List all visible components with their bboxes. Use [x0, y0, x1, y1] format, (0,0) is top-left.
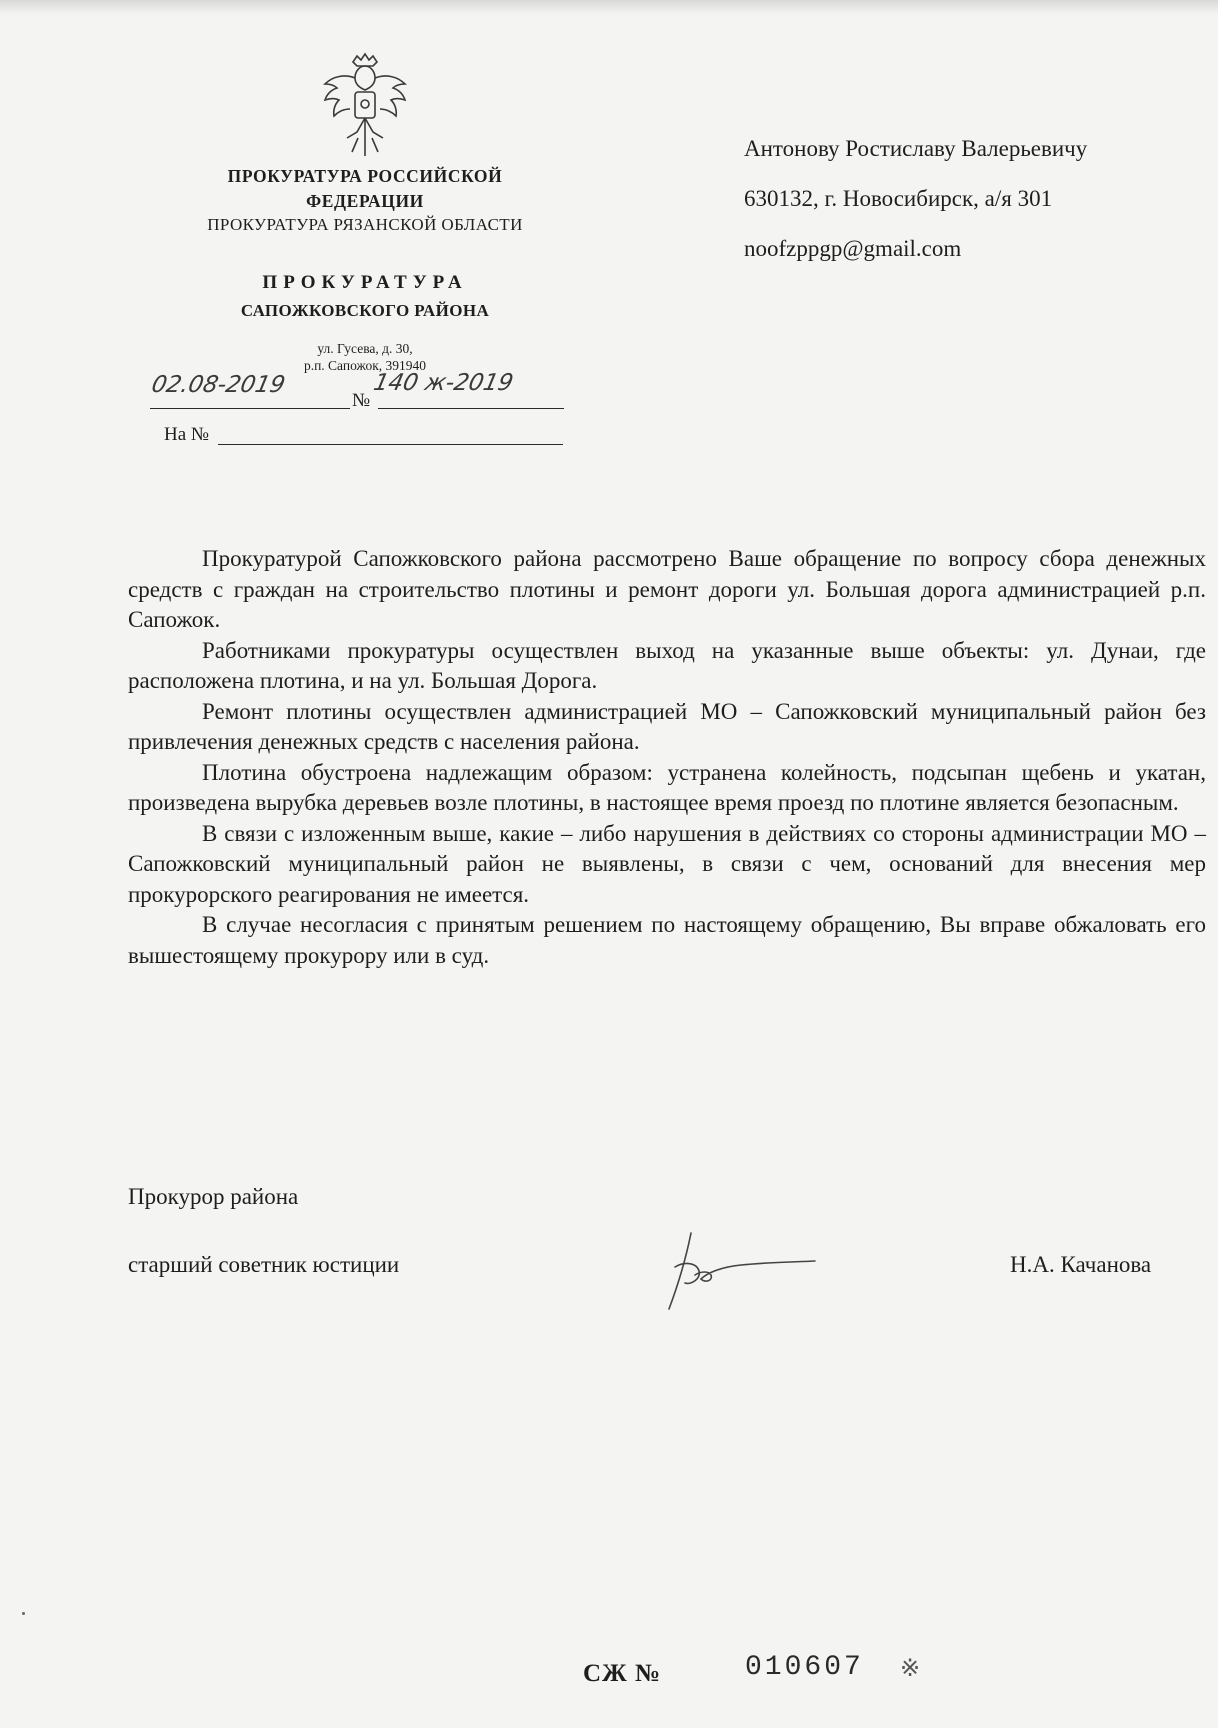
addressee-email: noofzppgp@gmail.com [744, 236, 962, 261]
scan-speck [22, 1612, 25, 1615]
letterhead-office-subtitle: САПОЖКОВСКОГО РАЙОНА [240, 301, 490, 320]
serial-label: СЖ № [583, 1660, 662, 1687]
handwritten-date: 02.08-2019 [149, 372, 288, 398]
body-paragraph: Работниками прокуратуры осуществлен выход на указанные выше объекты: ул. Дунаи, где расположена плотина, и на ул. Большая Дорога. [128, 637, 1206, 693]
body-paragraph: Плотина обустроена надлежащим образом: устранена колейность, подсыпан щебень и укатан, произведена вырубка деревьев возле плотины, в настоящее время проезд по плотине является безопасным. [128, 759, 1206, 815]
letterhead-city: р.п. Сапожок, 391940 [303, 358, 427, 373]
addressee-address: 630132, г. Новосибирск, а/я 301 [744, 186, 1053, 211]
signer-title: Прокурор района [128, 1184, 299, 1209]
letterhead-address [170, 340, 560, 374]
letterhead-org-line1: ПРОКУРАТУРА РОССИЙСКОЙ ФЕДЕРАЦИИ [227, 166, 503, 211]
serial-mark-icon: ※ [900, 1656, 921, 1682]
reply-to-label: На № [164, 424, 210, 445]
reply-to-underline [218, 444, 563, 445]
date-underline [150, 408, 350, 409]
body-paragraph: В связи с изложенным выше, какие – либо нарушения в действиях со стороны администрации МО – Сапожковский муниципальный район не выявлены, в связи с чем, оснований для внесения мер прокурорского реагирования не имеется. [128, 820, 1206, 907]
letterhead-org-line2: ПРОКУРАТУРА РЯЗАНСКОЙ ОБЛАСТИ [207, 215, 523, 234]
body-paragraph: Прокуратурой Сапожковского района рассмотрено Ваше обращение по вопросу сбора денежных средств с граждан на строительство плотины и ремонт дороги ул. Большая дорога администрацией р.п. Сапожок. [128, 546, 1206, 632]
handwritten-reg-number: 140 ж-2019 [371, 370, 516, 396]
reg-number-underline [378, 408, 564, 409]
signer-rank: старший советник юстиции [128, 1252, 400, 1277]
addressee-name: Антонову Ростиславу Валерьевичу [744, 136, 1088, 161]
signer-name: Н.А. Качанова [1010, 1252, 1152, 1277]
body-paragraph: В случае несогласия с принятым решением по настоящему обращению, Вы вправе обжаловать его вышестоящему прокурору или в суд. [128, 912, 1206, 968]
letterhead-office-title: ПРОКУРАТУРА [262, 272, 468, 293]
serial-number: 010607 [745, 1652, 864, 1683]
scan-edge-shadow [0, 0, 1218, 14]
body-paragraph: Ремонт плотины осуществлен администрацией МО – Сапожковский муниципальный район без привлечения денежных средств с населения района. [128, 698, 1206, 754]
letter-body [128, 544, 1206, 971]
handwritten-signature-icon [655, 1225, 835, 1315]
letterhead-street: ул. Гусева, д. 30, [317, 341, 413, 356]
number-sign: № [352, 390, 371, 411]
russian-coat-of-arms-icon [318, 52, 412, 160]
